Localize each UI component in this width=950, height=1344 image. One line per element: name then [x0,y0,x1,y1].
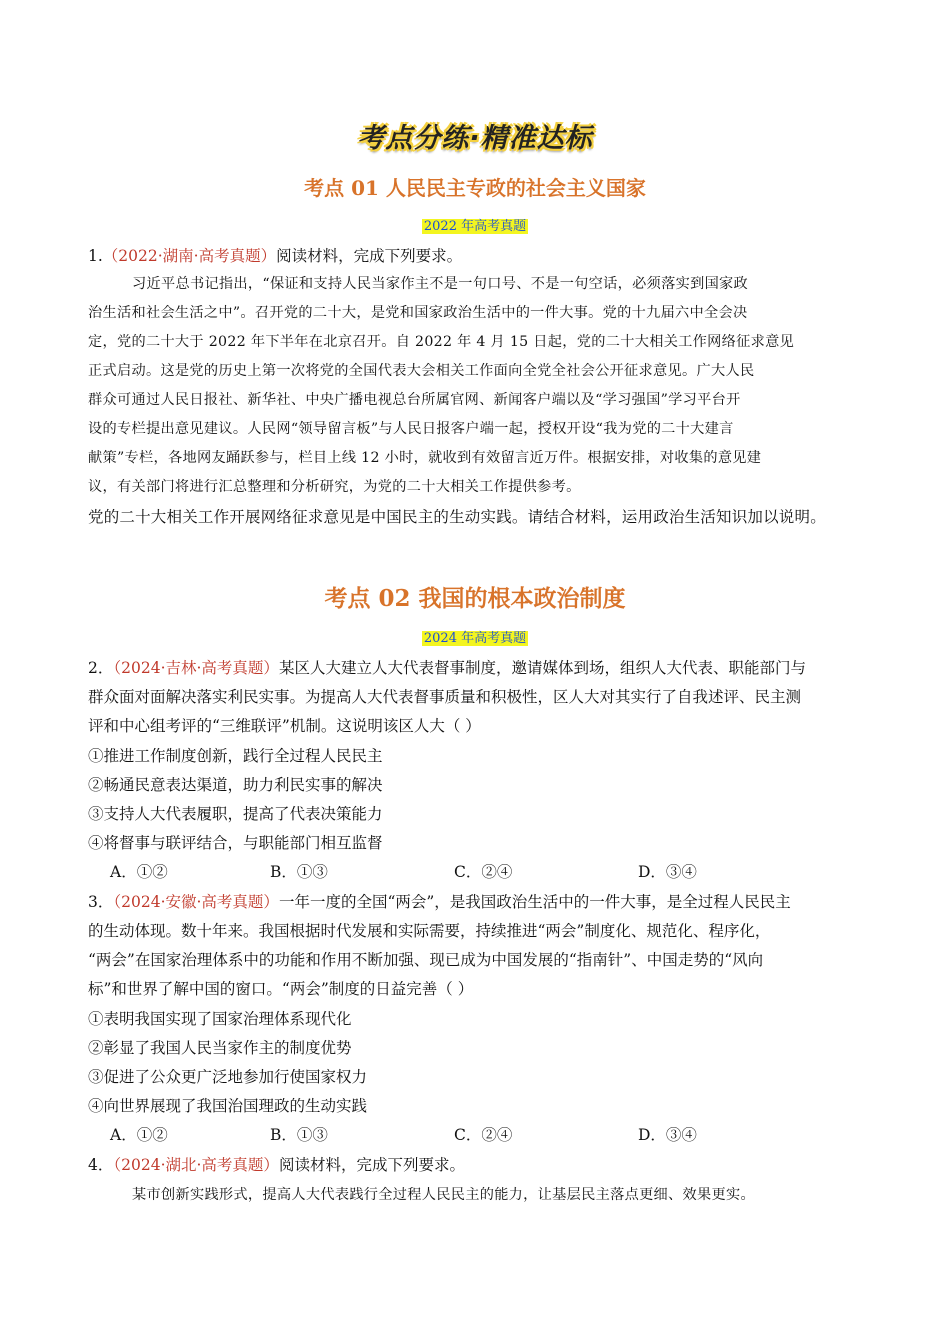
option: ④将督事与联评结合，与职能部门相互监督 [88,834,383,852]
choice-c[interactable]: C．②④ [454,1126,513,1144]
section-2-title: 考点 02 我国的根本政治制度 [324,585,626,612]
choice-c[interactable]: C．②④ [454,863,513,881]
option: ③促进了公众更广泛地参加行使国家权力 [88,1068,368,1086]
question-1-header: 1.（2022·湖南·高考真题）阅读材料，完成下列要求。 [88,247,463,265]
question-2-options [88,742,383,858]
option: ①推进工作制度创新，践行全过程人民民主 [88,747,383,765]
option: ③支持人大代表履职，提高了代表决策能力 [88,805,383,823]
option: ②彰显了我国人民当家作主的制度优势 [88,1039,352,1057]
banner-title: 考点分练·精准达标 [357,123,593,154]
question-4-material: 某市创新实践形式，提高人大代表践行全过程人民民主的能力，让基层民主落点更细、效果更实。 [132,1187,755,1203]
question-1-material: 习近平总书记指出，“保证和支持人民当家作主不是一句口号、不是一句空话，必须落实到国家政 治生活和社会生活之中”。召开党的二十大，是党和国家政治生活中的一件大事。党的十九届六中全会决 定，党的二十大于 2022 年下半年在北京召开。自 2022 年 4 月 15 日起，党的二十大相关工作网络征求意见 正式启动。这是党的历史上第一次将党的全国代表大会相关工作面向全党全社会公开征求意见。广大人民 群众可通过人民日报社、新华社、中央广播电视总台所属官网、新闻客户端以及“学习强国”学习平台开 设的专栏提出意见建议。人民网“领导留言板”与人民日报客户端一起，授权开设“我为党的二十大建言 献策”专栏，各地网友踊跃参与，栏目上线 12 小时，就收到有效留言近万件。根据安排，对收集的意见建 议，有关部门将进行汇总整理和分析研究，为党的二十大相关工作提供参考。 [88,276,795,495]
option: ①表明我国实现了国家治理体系现代化 [88,1010,352,1028]
choice-b[interactable]: B．①③ [270,863,328,881]
option: ④向世界展现了我国治国理政的生动实践 [88,1097,368,1115]
section-1-year-tag: 2022 年高考真题 [423,219,527,234]
choice-b[interactable]: B．①③ [270,1126,328,1144]
option: ②畅通民意表达渠道，助力利民实事的解决 [88,776,383,794]
question-1-question: 党的二十大相关工作开展网络征求意见是中国民主的生动实践。请结合材料，运用政治生活知识加以说明。 [88,508,826,526]
section-1-title: 考点 01 人民民主专政的社会主义国家 [304,176,646,200]
question-3-stem: 3．（2024·安徽·高考真题）一年一度的全国“两会”，是我国政治生活中的一件大事，是全过程人民民主 的生动体现。数十年来。我国根据时代发展和实际需要，持续推进“两会”制度化、规范化、程序化， “两会”在国家治理体系中的功能和作用不断加强、现已成为中国发展的“指南针”、中国走势的“风向 标”和世界了解中国的窗口。“两会”制度的日益完善（ ） [88,893,791,998]
question-3-options [88,1005,367,1121]
choice-a[interactable]: A．①② [110,1126,168,1144]
section-2-year-tag: 2024 年高考真题 [423,631,527,646]
choice-d[interactable]: D．③④ [638,1126,697,1144]
question-4-header: 4．（2024·湖北·高考真题）阅读材料，完成下列要求。 [88,1156,465,1174]
choice-d[interactable]: D．③④ [638,863,697,881]
choice-a[interactable]: A．①② [110,863,168,881]
question-2-stem: 2．（2024·吉林·高考真题）某区人大建立人大代表督事制度，邀请媒体到场，组织人大代表、职能部门与 群众面对面解决落实利民实事。为提高人大代表督事质量和积极性，区人大对其实行了自我述评、民主测 评和中心组考评的“三维联评”机制。这说明该区人大（ ） [88,659,806,735]
